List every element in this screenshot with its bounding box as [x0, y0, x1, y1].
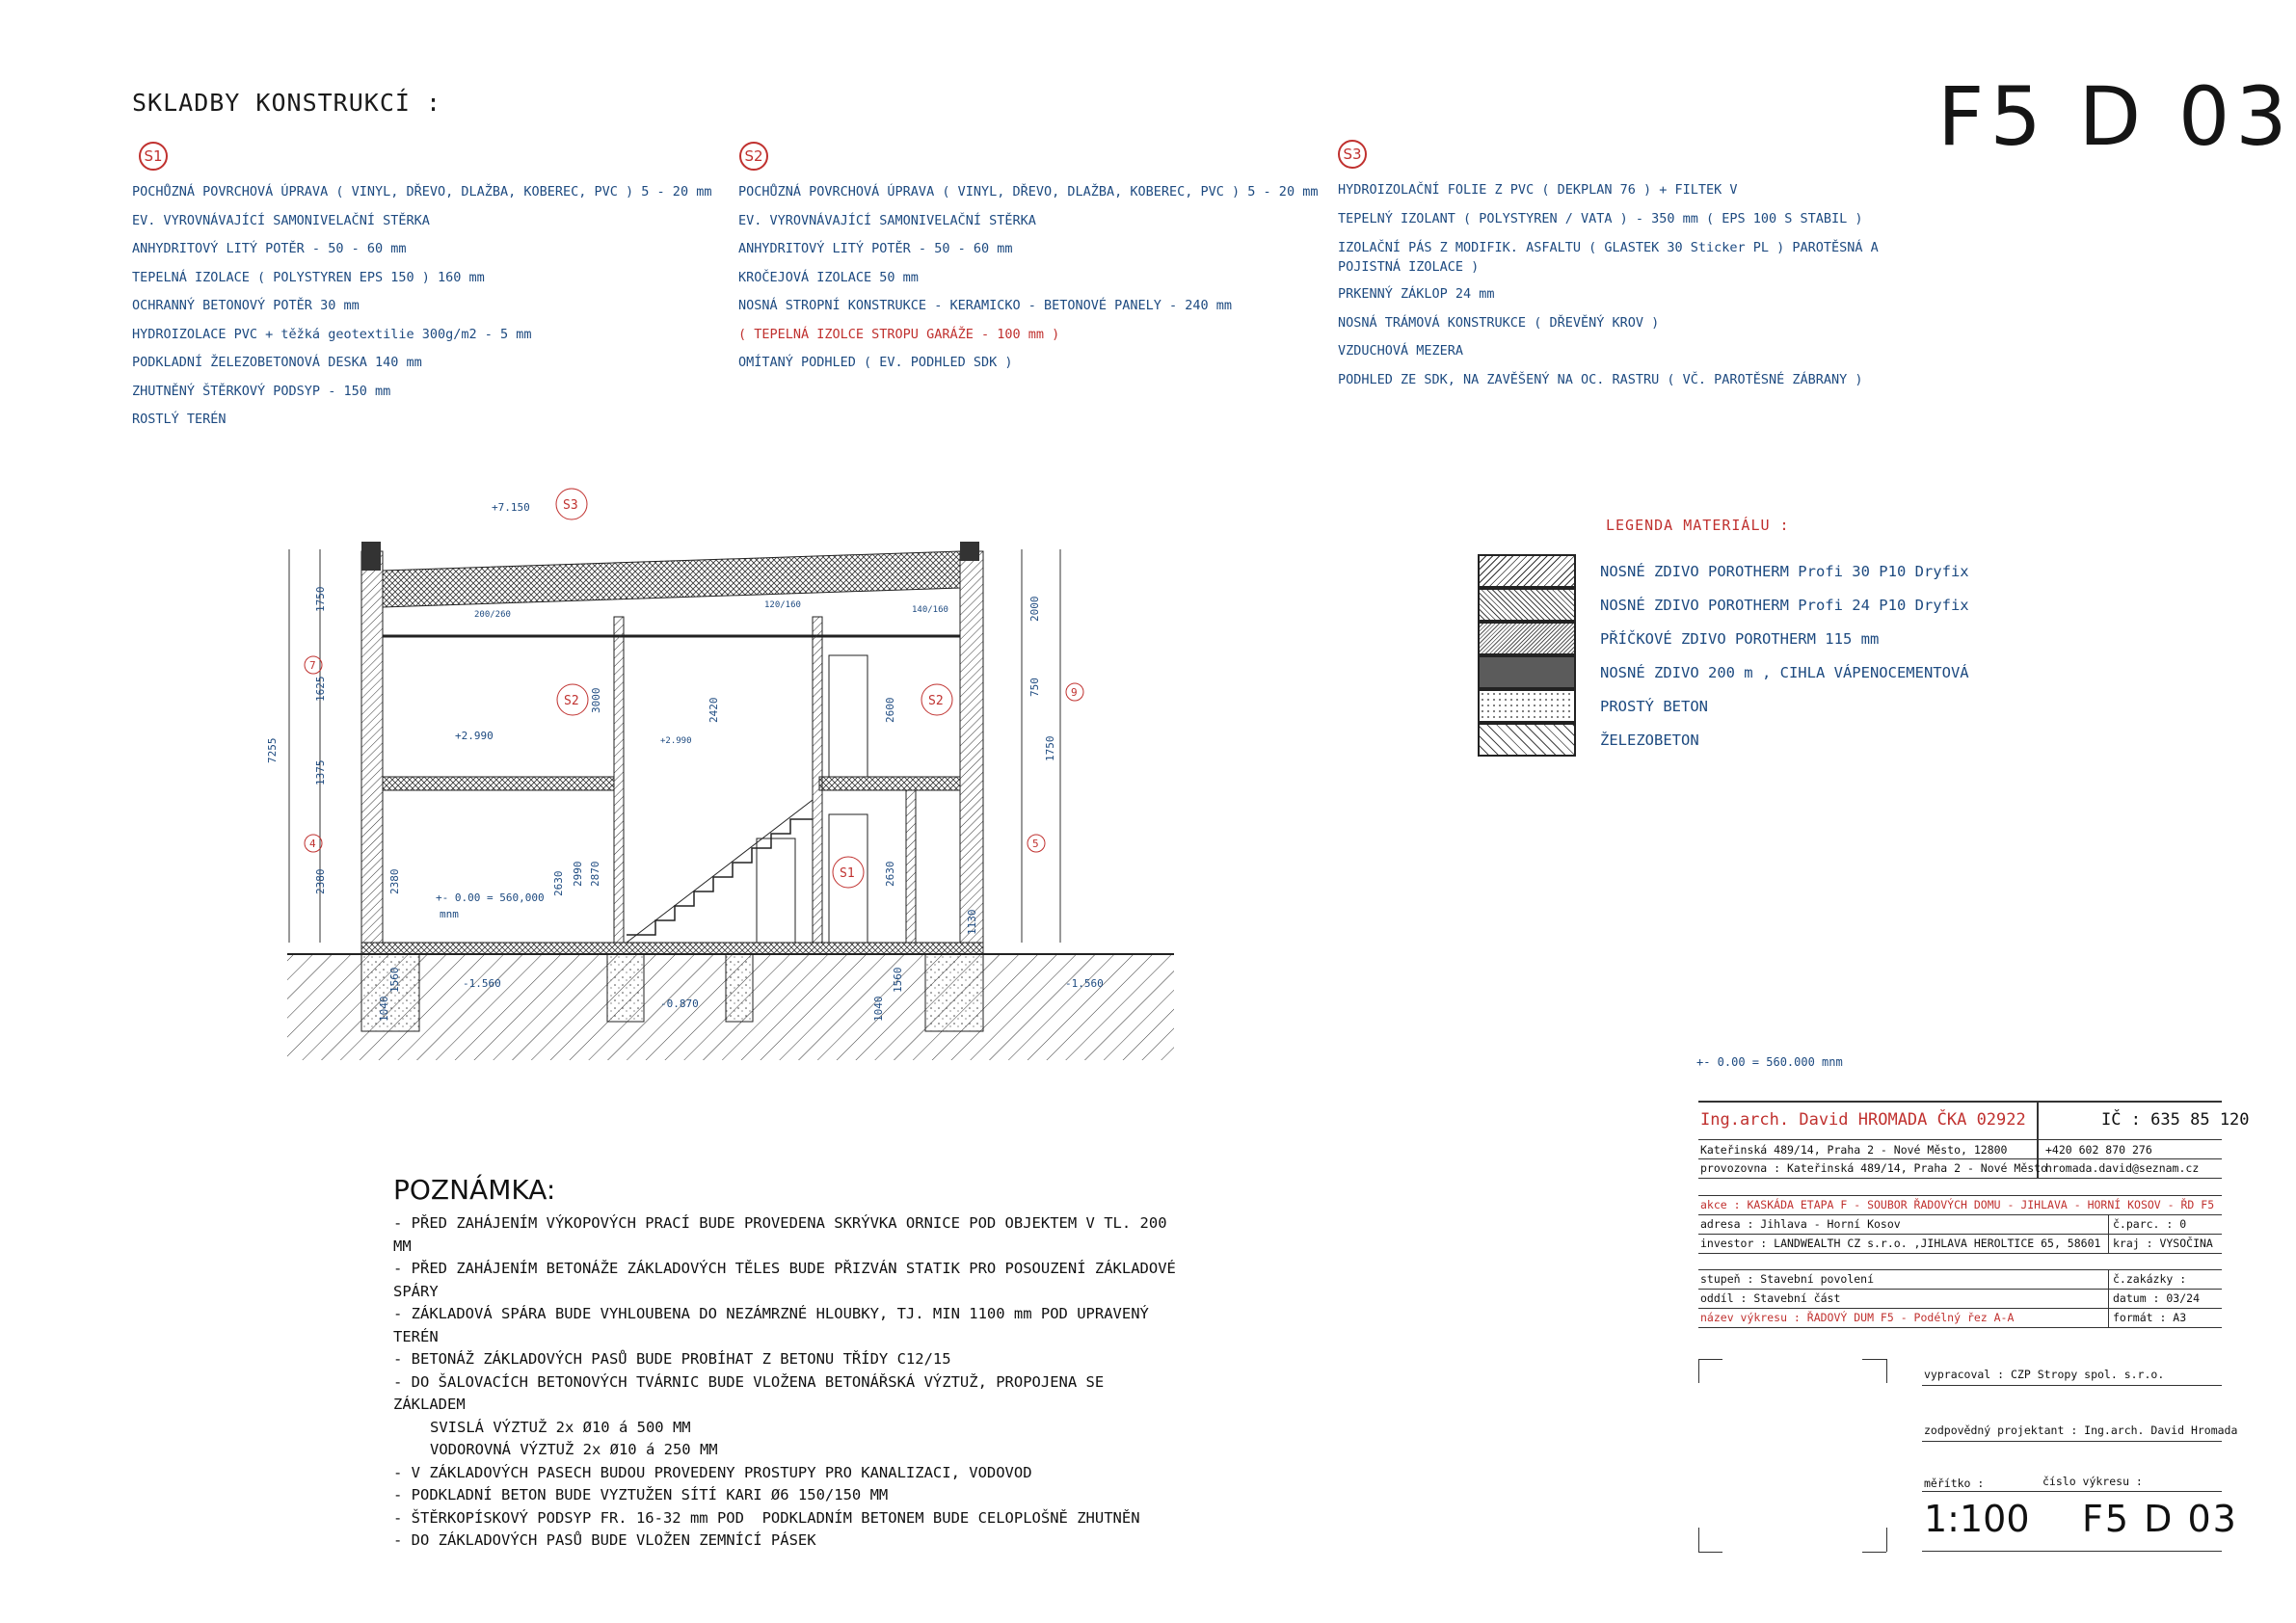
layer-item: POCHŮZNÁ POVRCHOVÁ ÚPRAVA ( VINYL, DŘEVO, DLAŽBA, KOBEREC, PVC ) 5 - 20 mm — [738, 184, 1319, 200]
legend-label: NOSNÉ ZDIVO POROTHERM Profi 30 P10 Dryfix — [1600, 562, 1969, 580]
layer-item: ANHYDRITOVÝ LITÝ POTĚR - 50 - 60 mm — [738, 241, 1013, 256]
legend-label: ŽELEZOBETON — [1600, 731, 1699, 749]
legend-swatch — [1478, 554, 1576, 588]
legend-label: NOSNÉ ZDIVO 200 m , CIHLA VÁPENOCEMENTOVÁ — [1600, 663, 1969, 681]
drawing-name: název výkresu : ŘADOVÝ DUM F5 - Podélný řez A-A — [1700, 1311, 2015, 1324]
project-zakazka: č.zakázky : — [2113, 1272, 2187, 1286]
level-label: mnm — [440, 908, 459, 920]
inner-wall-1 — [614, 617, 624, 943]
layer-item: PODKLADNÍ ŽELEZOBETONOVÁ DESKA 140 mm — [132, 355, 422, 370]
layer-item: NOSNÁ STROPNÍ KONSTRUKCE - KERAMICKO - BETONOVÉ PANELY - 240 mm — [738, 298, 1233, 313]
layer-item: NOSNÁ TRÁMOVÁ KONSTRUKCE ( DŘEVĚNÝ KROV ) — [1338, 314, 1660, 331]
foundation-right — [925, 954, 983, 1031]
layer-item: TEPELNÁ IZOLACE ( POLYSTYREN EPS 150 ) 160 mm — [132, 269, 485, 285]
legend-label: PŘÍČKOVÉ ZDIVO POROTHERM 115 mm — [1600, 629, 1880, 648]
legend-label: NOSNÉ ZDIVO POROTHERM Profi 24 P10 Dryfix — [1600, 596, 1969, 614]
legend-item — [1478, 622, 1879, 655]
level-label: +- 0.00 = 560,000 — [436, 891, 545, 904]
note-line: - PŘED ZAHÁJENÍM VÝKOPOVÝCH PRACÍ BUDE PROVEDENA SKRÝVKA ORNICE POD OBJEKTEM V TL. 200 MM — [393, 1214, 1176, 1255]
composition-badge-s1: S1 — [139, 142, 168, 171]
layer-item: TEPELNÝ IZOLANT ( POLYSTYREN / VATA ) - 350 mm ( EPS 100 S STABIL ) — [1338, 210, 1863, 226]
composition-s1-layers — [132, 178, 711, 435]
datum-note: +- 0.00 = 560.000 mnm — [1696, 1055, 1843, 1069]
layer-item: OCHRANNÝ BETONOVÝ POTĚR 30 mm — [132, 298, 360, 313]
tag-label: 120/160 — [764, 600, 801, 610]
legend-swatch — [1478, 689, 1576, 723]
dim-label: 3000 — [590, 687, 602, 713]
level-label: +2.990 — [455, 730, 494, 742]
layer-item: OMÍTANÝ PODHLED ( EV. PODHLED SDK ) — [738, 355, 1013, 370]
project-format: formát : A3 — [2113, 1311, 2187, 1324]
grid-marker-5: 5 — [1032, 838, 1039, 850]
dim-label: 1625 — [314, 676, 327, 702]
notes-list — [393, 1212, 1184, 1553]
project-stupen: stupeň : Stavební povolení — [1700, 1272, 1875, 1286]
level-label: -0.870 — [660, 998, 699, 1010]
architect-ic: IČ : 635 85 120 — [2101, 1110, 2250, 1130]
legend-swatch — [1478, 723, 1576, 757]
project-investor: investor : LANDWEALTH CZ s.r.o. ,JIHLAVA HEROLTICE 65, 58601 — [1700, 1237, 2101, 1250]
longitudinal-section-drawing — [251, 482, 1195, 1079]
floor-slab-right — [819, 777, 960, 790]
layer-item — [1338, 233, 1879, 280]
meritko-value: 1:100 — [1924, 1498, 2030, 1540]
wall-left — [361, 551, 383, 943]
legend-title: LEGENDA MATERIÁLU : — [1606, 517, 1790, 534]
dim-label: 1560 — [892, 967, 904, 993]
marker-s1: S1 — [840, 866, 855, 881]
layer-item: POCHŮZNÁ POVRCHOVÁ ÚPRAVA ( VINYL, DŘEVO, DLAŽBA, KOBEREC, PVC ) 5 - 20 mm — [132, 184, 712, 200]
wall-right — [960, 551, 983, 943]
dim-label: 2630 — [884, 861, 896, 887]
title-block — [1698, 1101, 2250, 1583]
grid-marker-4: 4 — [309, 838, 316, 850]
legend-swatch — [1478, 588, 1576, 622]
note-line: - ZÁKLADOVÁ SPÁRA BUDE VYHLOUBENA DO NEZÁMRZNÉ HLOUBKY, TJ. MIN 1100 mm POD UPRAVENÝ — [393, 1305, 1149, 1322]
note-line: TERÉN — [393, 1327, 439, 1345]
tag-label: 200/260 — [474, 610, 511, 620]
meritko-label: měřítko : — [1924, 1477, 1985, 1490]
roof-s3 — [383, 551, 960, 607]
architect-address: Kateřinská 489/14, Praha 2 - Nové Město, 12800 — [1700, 1143, 2008, 1157]
architect-name: Ing.arch. David HROMADA ČKA 02922 — [1700, 1110, 2026, 1130]
architect-phone: +420 602 870 276 — [2045, 1143, 2152, 1157]
layer-item: HYDROIZOLAČNÍ FOLIE Z PVC ( DEKPLAN 76 ) + FILTEK V — [1338, 182, 1738, 198]
marker-s3: S3 — [563, 498, 578, 513]
legend-item — [1478, 689, 1708, 723]
legend-item — [1478, 655, 1969, 689]
notes-title: POZNÁMKA: — [393, 1174, 556, 1206]
level-label: +7.150 — [492, 501, 530, 514]
section-heading-skladby: SKLADBY KONSTRUKCÍ : — [132, 89, 442, 117]
marker-s2a: S2 — [564, 694, 579, 708]
level-label: +2.990 — [660, 736, 692, 746]
layer-item: PODHLED ZE SDK, NA ZAVĚŠENÝ NA OC. RASTRU ( VČ. PAROTĚSNÉ ZÁBRANY ) — [1338, 371, 1863, 387]
dim-label: 1130 — [966, 909, 978, 935]
level-label: -1.560 — [1065, 977, 1104, 990]
zodpovedny-projektant: zodpovědný projektant : Ing.arch. David Hromada — [1924, 1423, 2238, 1437]
dim-label: 2600 — [884, 697, 896, 723]
level-label: -1.560 — [463, 977, 501, 990]
architect-email: hromada.david@seznam.cz — [2045, 1161, 2200, 1175]
note-line: SPÁRY — [393, 1282, 439, 1300]
foundation-mid — [607, 954, 644, 1022]
layer-item: KROČEJOVÁ IZOLACE 50 mm — [738, 269, 919, 285]
note-line: - V ZÁKLADOVÝCH PASECH BUDOU PROVEDENY PROSTUPY PRO KANALIZACI, VODOVOD — [393, 1463, 1032, 1481]
project-cparc: č.parc. : 0 — [2113, 1217, 2187, 1231]
layer-item-line: IZOLAČNÍ PÁS Z MODIFIK. ASFALTU ( GLASTEK 30 Sticker PL ) PAROTĚSNÁ A — [1338, 240, 1879, 255]
layer-item: ( TEPELNÁ IZOLCE STROPU GARÁŽE - 100 mm ) — [738, 326, 1060, 342]
layer-item: VZDUCHOVÁ MEZERA — [1338, 343, 1464, 359]
dim-label: 1560 — [388, 967, 401, 993]
inner-wall-2 — [813, 617, 822, 943]
architect-office: provozovna : Kateřinská 489/14, Praha 2 - Nové Město — [1700, 1161, 2048, 1175]
legend-item — [1478, 554, 1969, 588]
project-datum: datum : 03/24 — [2113, 1291, 2201, 1305]
dim-label: 750 — [1028, 678, 1041, 697]
cislo-vykresu-label: číslo výkresu : — [2042, 1475, 2143, 1488]
note-line: SVISLÁ VÝZTUŽ 2x Ø10 á 500 MM — [430, 1418, 691, 1436]
door-upper — [829, 655, 868, 777]
parapet-right — [960, 542, 979, 561]
legend-item — [1478, 588, 1969, 622]
dim-label: 1040 — [872, 996, 885, 1022]
dim-label: 2380 — [314, 868, 327, 894]
dim-label: 2000 — [1028, 596, 1041, 622]
parapet-left — [361, 542, 381, 571]
layer-item: ZHUTNĚNÝ ŠTĚRKOVÝ PODSYP - 150 mm — [132, 383, 391, 399]
marker-s2b: S2 — [928, 694, 944, 708]
grid-marker-7: 7 — [309, 659, 316, 672]
project-adresa: adresa : Jihlava - Horní Kosov — [1700, 1217, 1901, 1231]
layer-item: ANHYDRITOVÝ LITÝ POTĚR - 50 - 60 mm — [132, 241, 407, 256]
note-line: - DO ŠALOVACÍCH BETONOVÝCH TVÁRNIC BUDE VLOŽENA BETONÁŘSKÁ VÝZTUŽ, PROPOJENA SE — [393, 1372, 1105, 1391]
layer-item: PRKENNÝ ZÁKLOP 24 mm — [1338, 286, 1495, 302]
dim-label: 2380 — [388, 868, 401, 894]
composition-badge-s3: S3 — [1338, 140, 1367, 169]
note-line: - ŠTĚRKOPÍSKOVÝ PODSYP FR. 16-32 mm POD PODKLADNÍM BETONEM BUDE CELOPLOŠNĚ ZHUTNĚN — [393, 1508, 1140, 1527]
layer-item: EV. VYROVNÁVAJÍCÍ SAMONIVELAČNÍ STĚRKA — [738, 212, 1036, 228]
foundation-mid2 — [726, 954, 753, 1022]
note-line: - PŘED ZAHÁJENÍM BETONÁŽE ZÁKLADOVÝCH TĚLES BUDE PŘIZVÁN STATIK PRO POSOUZENÍ ZÁKLADOVÉ — [393, 1260, 1176, 1277]
ground-slab — [361, 943, 983, 954]
floor-slab-left — [383, 777, 614, 790]
legend-label: PROSTÝ BETON — [1600, 697, 1708, 715]
note-line: - BETONÁŽ ZÁKLADOVÝCH PASŮ BUDE PROBÍHAT Z BETONU TŘÍDY C12/15 — [393, 1350, 951, 1368]
composition-s3-layers — [1338, 176, 1879, 394]
layer-item-line: POJISTNÁ IZOLACE ) — [1338, 259, 1480, 275]
dim-label: 1750 — [1044, 735, 1056, 761]
dim-label: 1750 — [314, 586, 327, 612]
legend-item — [1478, 723, 1699, 757]
legend-swatch — [1478, 622, 1576, 655]
tag-label: 140/160 — [912, 605, 948, 615]
vypracoval: vypracoval : CZP Stropy spol. s.r.o. — [1924, 1368, 2165, 1381]
project-akce: akce : KASKÁDA ETAPA F - SOUBOR ŘADOVÝCH DOMU - JIHLAVA - HORNÍ KOSOV - ŘD F5 — [1700, 1198, 2215, 1211]
sheet-code: F5 D 03 — [1937, 69, 2293, 164]
note-line: ZÁKLADEM — [393, 1396, 466, 1413]
cislo-vykresu-value: F5 D 03 — [2082, 1498, 2238, 1540]
dim-label: 2870 — [589, 861, 601, 887]
layer-item: HYDROIZOLACE PVC + těžká geotextilie 300g/m2 - 5 mm — [132, 326, 532, 342]
dim-label: 2990 — [572, 861, 584, 887]
project-oddil: oddíl : Stavební část — [1700, 1291, 1841, 1305]
note-line: - PODKLADNÍ BETON BUDE VYZTUŽEN SÍTÍ KARI Ø6 150/150 MM — [393, 1486, 889, 1503]
stair-run — [627, 819, 813, 935]
project-kraj: kraj : VYSOČINA — [2113, 1237, 2213, 1250]
dim-label: 2630 — [552, 870, 565, 896]
legend-swatch — [1478, 655, 1576, 689]
dim-label: 2420 — [707, 697, 720, 723]
composition-badge-s2: S2 — [739, 142, 768, 171]
dim-label: 1040 — [378, 996, 390, 1022]
inner-wall-3 — [906, 790, 916, 943]
note-line: - DO ZÁKLADOVÝCH PASŮ BUDE VLOŽEN ZEMNÍCÍ PÁSEK — [393, 1531, 816, 1549]
dim-label: 1375 — [314, 759, 327, 785]
dim-label: 7255 — [266, 737, 279, 763]
layer-item: ROSTLÝ TERÉN — [132, 412, 227, 427]
note-line: VODOROVNÁ VÝZTUŽ 2x Ø10 á 250 MM — [430, 1441, 718, 1458]
door-garage — [757, 838, 795, 943]
grid-marker-9: 9 — [1071, 686, 1078, 699]
layer-item: EV. VYROVNÁVAJÍCÍ SAMONIVELAČNÍ STĚRKA — [132, 212, 430, 228]
composition-s2-layers — [738, 178, 1318, 378]
